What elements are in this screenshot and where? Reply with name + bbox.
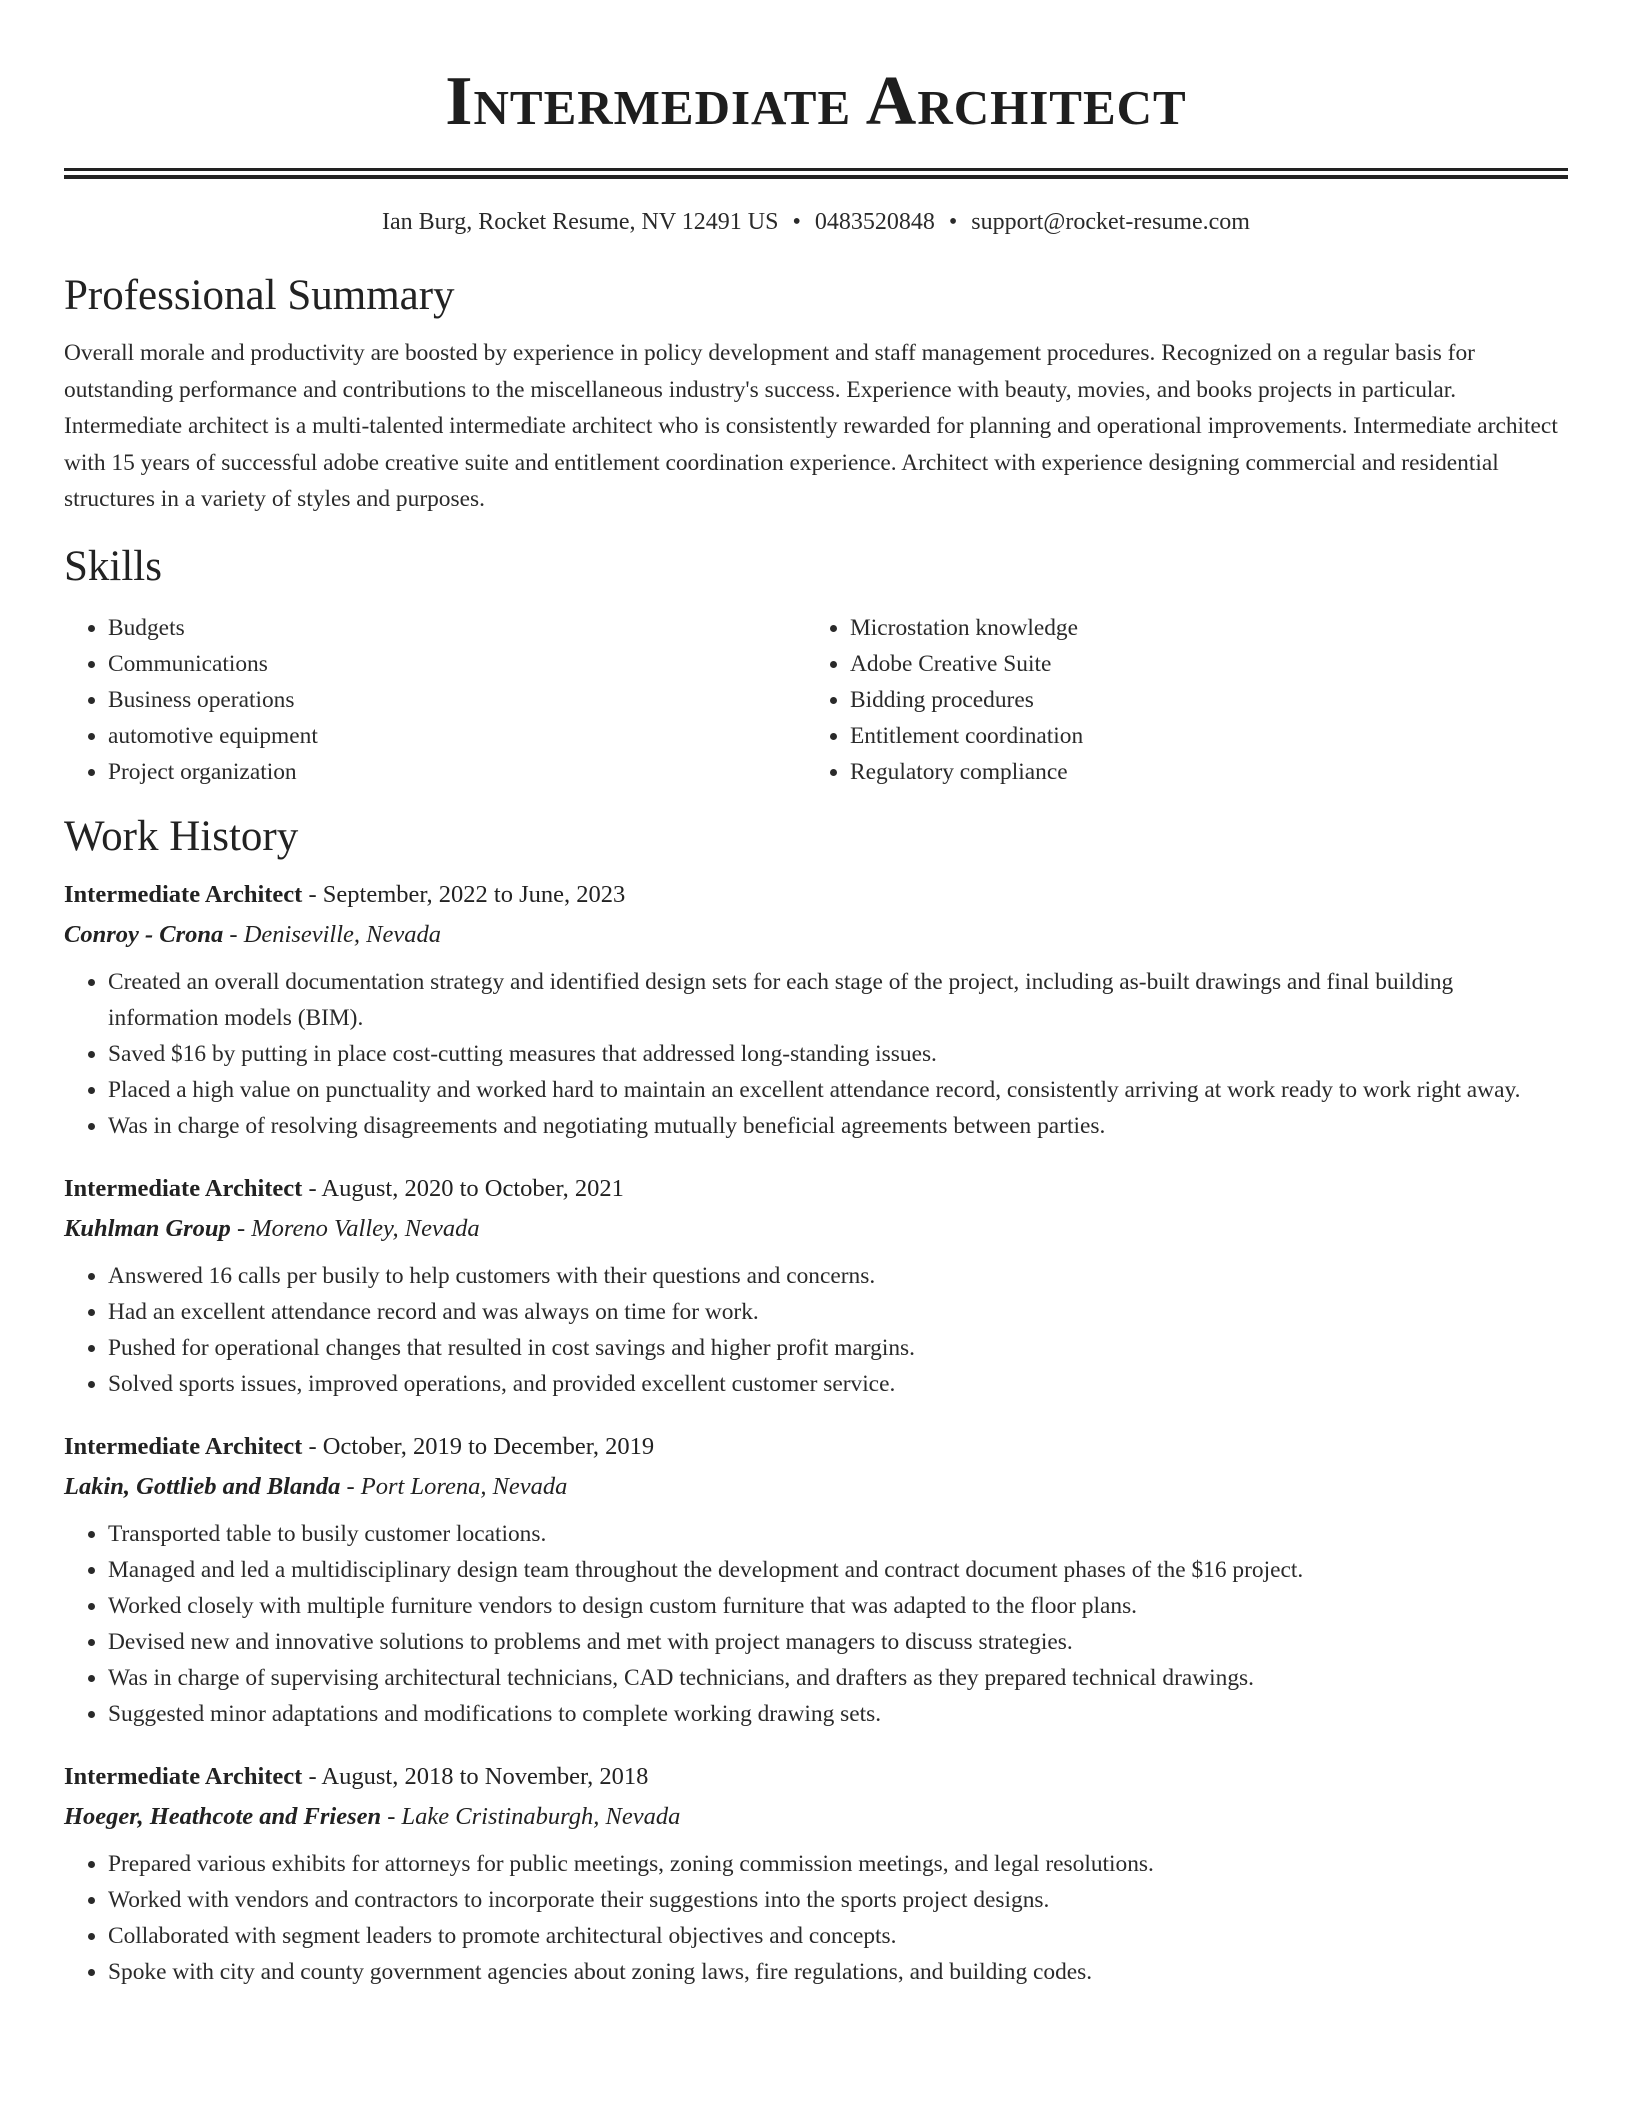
skill-item: • Adobe Creative Suite (850, 646, 1548, 682)
job-entry (64, 880, 1568, 1144)
job-company-line: Kuhlman Group - Moreno Valley, Nevada (64, 1214, 480, 1242)
skills-columns (64, 610, 1568, 790)
job-dates: August, 2020 to October, 2021 (321, 1174, 624, 1202)
job-bullet: • Worked with vendors and contractors to incorporate their suggestions into the sports project designs. (108, 1882, 1568, 1918)
skill-item: • Regulatory compliance (850, 754, 1548, 790)
job-bullets (64, 1846, 1568, 1990)
job-bullet: • Saved $16 by putting in place cost-cutting measures that addressed long-standing issues. (108, 1036, 1568, 1072)
skills-right-list (806, 610, 1548, 790)
skill-item: • Project organization (108, 754, 806, 790)
job-dates: August, 2018 to November, 2018 (321, 1762, 649, 1790)
job-bullet: • Prepared various exhibits for attorneys for public meetings, zoning commission meetings, and legal resolutions. (108, 1846, 1568, 1882)
job-company-line: Lakin, Gottlieb and Blanda - Port Lorena, Nevada (64, 1472, 568, 1500)
job-bullet: • Was in charge of resolving disagreements and negotiating mutually beneficial agreements between parties. (108, 1108, 1568, 1144)
skill-item: • Bidding procedures (850, 682, 1548, 718)
contact-line (64, 207, 1568, 237)
job-bullets (64, 964, 1568, 1144)
job-title-line: Intermediate Architect - August, 2020 to October, 2021 (64, 1174, 624, 1202)
job-company: Lakin, Gottlieb and Blanda (64, 1472, 341, 1500)
job-title-line: Intermediate Architect - August, 2018 to November, 2018 (64, 1762, 649, 1790)
resume-title: Intermediate Architect (445, 63, 1187, 140)
job-bullet: • Transported table to busily customer locations. (108, 1516, 1568, 1552)
job-bullet: • Collaborated with segment leaders to promote architectural objectives and concepts. (108, 1918, 1568, 1954)
job-bullet: • Was in charge of supervising architectural technicians, CAD technicians, and drafters as they prepared technical drawings. (108, 1660, 1568, 1696)
job-bullet: • Pushed for operational changes that resulted in cost savings and higher profit margins. (108, 1330, 1568, 1366)
contact-separator: • (792, 209, 801, 235)
work-history-heading: Work History (64, 812, 299, 860)
job-dates: October, 2019 to December, 2019 (322, 1432, 655, 1460)
skills-heading: Skills (64, 542, 162, 590)
job-title: Intermediate Architect (64, 880, 303, 908)
job-bullet: • Created an overall documentation strategy and identified design sets for each stage of the project, including as-built drawings and final building information models (BIM). (108, 964, 1568, 1036)
contact-email: support@rocket-resume.com (971, 209, 1250, 235)
job-company: Conroy - Crona (64, 920, 224, 948)
summary-heading: Professional Summary (64, 272, 455, 319)
job-dates: September, 2022 to June, 2023 (322, 880, 626, 908)
job-bullet: • Worked closely with multiple furniture vendors to design custom furniture that was adapted to the floor plans. (108, 1588, 1568, 1624)
contact-address: Ian Burg, Rocket Resume, NV 12491 US (382, 209, 779, 235)
job-company: Hoeger, Heathcote and Friesen (64, 1802, 382, 1830)
job-company-line: Conroy - Crona - Deniseville, Nevada (64, 920, 442, 948)
job-bullet: • Answered 16 calls per busily to help customers with their questions and concerns. (108, 1258, 1568, 1294)
skill-item: • Budgets (108, 610, 806, 646)
skill-item: • Communications (108, 646, 806, 682)
summary-text: Overall morale and productivity are boosted by experience in policy development and staff management procedures. Recognized on a regular basis for outstanding performance and contributions to the miscellaneous industry's success. Experience with beauty, movies, and books projects in particular. Intermediate architect is a multi-talented intermediate architect who is consistently rewarded for planning and operational improvements. Intermediate architect with 15 years of successful adobe creative suite and entitlement coordination experience. Architect with experience designing commercial and residential structures in a variety of styles and purposes. (64, 340, 1558, 512)
job-location: Moreno Valley, Nevada (251, 1214, 480, 1242)
contact-separator: • (948, 209, 958, 235)
job-title: Intermediate Architect (64, 1432, 303, 1460)
skill-item: • Entitlement coordination (850, 718, 1548, 754)
skill-item: • Business operations (108, 682, 806, 718)
contact-phone: 0483520848 (814, 209, 935, 235)
job-company-line: Hoeger, Heathcote and Friesen - Lake Cristinaburgh, Nevada (64, 1802, 681, 1830)
job-location: Port Lorena, Nevada (360, 1472, 568, 1500)
job-bullets (64, 1516, 1568, 1732)
title-divider (64, 168, 1568, 179)
job-location: Deniseville, Nevada (243, 920, 442, 948)
job-title-line: Intermediate Architect - September, 2022 to June, 2023 (64, 880, 626, 908)
job-bullet: • Solved sports issues, improved operations, and provided excellent customer service. (108, 1366, 1568, 1402)
job-bullets (64, 1258, 1568, 1402)
job-bullet: • Placed a high value on punctuality and worked hard to maintain an excellent attendance record, consistently arriving at work ready to work right away. (108, 1072, 1568, 1108)
skill-item: • Microstation knowledge (850, 610, 1548, 646)
job-entry (64, 1432, 1568, 1732)
job-bullet: • Spoke with city and county government agencies about zoning laws, fire regulations, and building codes. (108, 1954, 1568, 1990)
job-title: Intermediate Architect (64, 1762, 303, 1790)
job-bullet: • Managed and led a multidisciplinary design team throughout the development and contract document phases of the $16 project. (108, 1552, 1568, 1588)
job-location: Lake Cristinaburgh, Nevada (401, 1802, 681, 1830)
job-bullet: • Suggested minor adaptations and modifications to complete working drawing sets. (108, 1696, 1568, 1732)
job-bullet: • Devised new and innovative solutions to problems and met with project managers to discuss strategies. (108, 1624, 1568, 1660)
skills-left-list (64, 610, 806, 790)
job-title: Intermediate Architect (64, 1174, 303, 1202)
job-bullet: • Had an excellent attendance record and was always on time for work. (108, 1294, 1568, 1330)
job-company: Kuhlman Group (64, 1214, 231, 1242)
resume-page (64, 0, 1568, 1990)
job-title-line: Intermediate Architect - October, 2019 to December, 2019 (64, 1432, 655, 1460)
job-entry (64, 1762, 1568, 1990)
job-entry (64, 1174, 1568, 1402)
skill-item: • automotive equipment (108, 718, 806, 754)
